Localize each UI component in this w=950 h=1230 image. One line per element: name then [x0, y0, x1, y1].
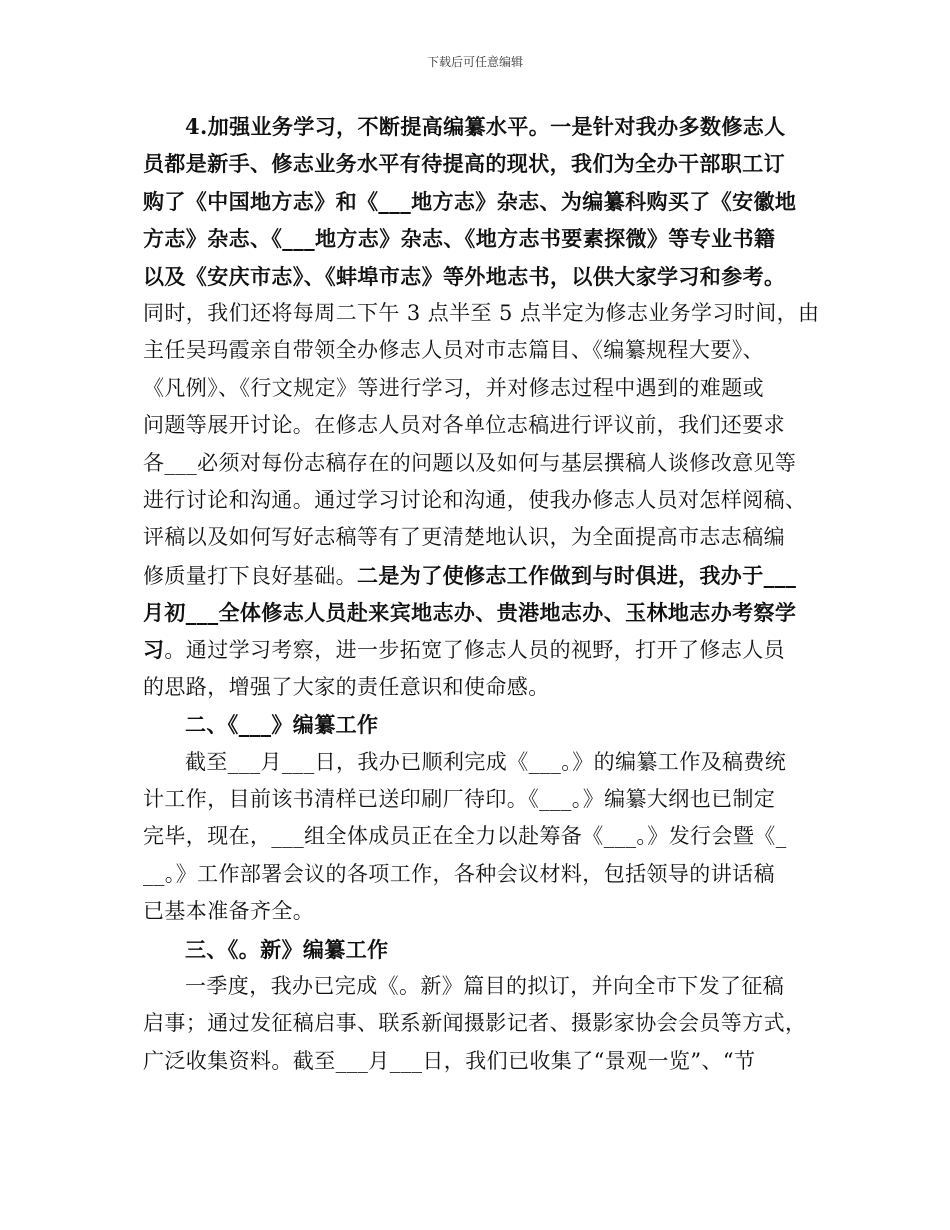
paragraph-line: 计工作，目前该书清样已送印刷厂待印。《___。》编纂大纲也已制定 — [143, 787, 776, 812]
paragraph-line: 问题等展开讨论。在修志人员对各单位志稿进行评议前，我们还要求 — [143, 413, 785, 438]
section-heading: 二、《___》编纂工作 — [185, 712, 379, 738]
paragraph-line: __。》工作部署会议的各项工作，各种会议材料，包括领导的讲话稿 — [143, 861, 775, 886]
paragraph-line — [143, 557, 813, 594]
paragraph-line: 广泛收集资料。截至___月___日，我们已收集了“景观一览”、“节 — [143, 1048, 756, 1073]
paragraph-line — [143, 631, 813, 668]
paragraph-line: 评稿以及如何写好志稿等有了更清楚地认识，为全面提高市志志稿编 — [143, 525, 785, 550]
paragraph-line: 启事；通过发征稿启事、联系新闻摄影记者、摄影家协会会员等方式， — [143, 1011, 807, 1036]
text-run-bold: 习 — [143, 637, 165, 663]
paragraph-line: 月初___全体修志人员赴来宾地志办、贵港地志办、玉林地志办考察学 — [143, 600, 797, 626]
paragraph-line: 以及《安庆市志》、《蚌埠市志》等外地志书，以供大家学习和参考。 — [143, 263, 786, 289]
text-run: 。通过学习考察，进一步拓宽了修志人员的视野，打开了修志人员 — [164, 638, 786, 663]
paragraph-line: 方志》杂志、《___地方志》杂志、《地方志书要素探微》等专业书籍 — [143, 226, 776, 252]
paragraph-line: 进行讨论和沟通。通过学习讨论和沟通，使我办修志人员对怎样阅稿、 — [143, 487, 807, 512]
paragraph-line: 已基本准备齐全。 — [143, 899, 315, 924]
text-run: 修质量打下良好基础。 — [143, 563, 357, 588]
paragraph-line: 一季度，我办已完成《。新》篇目的拟订，并向全市下发了征稿 — [185, 973, 785, 998]
text-run-bold: 二是为了使修志工作做到与时俱进，我办于___ — [357, 562, 797, 588]
page-header: 下载后可任意编辑 — [426, 55, 523, 69]
paragraph-line: 同时，我们还将每周二下午 3 点半至 5 点半定为修志业务学习时间，由 — [143, 300, 820, 325]
paragraph-line: 完毕，现在，___组全体成员正在全力以赴筹备《___。》发行会暨《_ — [143, 824, 787, 849]
paragraph-line: 的思路，增强了大家的责任意识和使命感。 — [143, 674, 550, 699]
paragraph-line: 截至___月___日，我办已顺利完成《___。》的编纂工作及稿费统 — [185, 749, 787, 774]
paragraph-line: 购了《中国地方志》和《___地方志》杂志、为编纂科购买了《安徽地 — [143, 188, 797, 214]
paragraph-line: 《凡例》、《行文规定》等进行学习，并对修志过程中遇到的难题或 — [143, 375, 764, 400]
paragraph-line: 各___必须对每份志稿存在的问题以及如何与基层撰稿人谈修改意见等 — [143, 450, 797, 475]
paragraph-line: 主任吴玛霞亲自带领全办修志人员对市志篇目、《编纂规程大要》、 — [143, 338, 764, 363]
paragraph-line: 员都是新手、修志业务水平有待提高的现状，我们为全办干部职工订 — [143, 151, 785, 177]
section-heading: 三、《。新》编纂工作 — [185, 936, 389, 962]
paragraph-line: 4.加强业务学习，不断提高编纂水平。一是针对我办多数修志人 — [185, 114, 786, 139]
document-body — [143, 108, 820, 1080]
